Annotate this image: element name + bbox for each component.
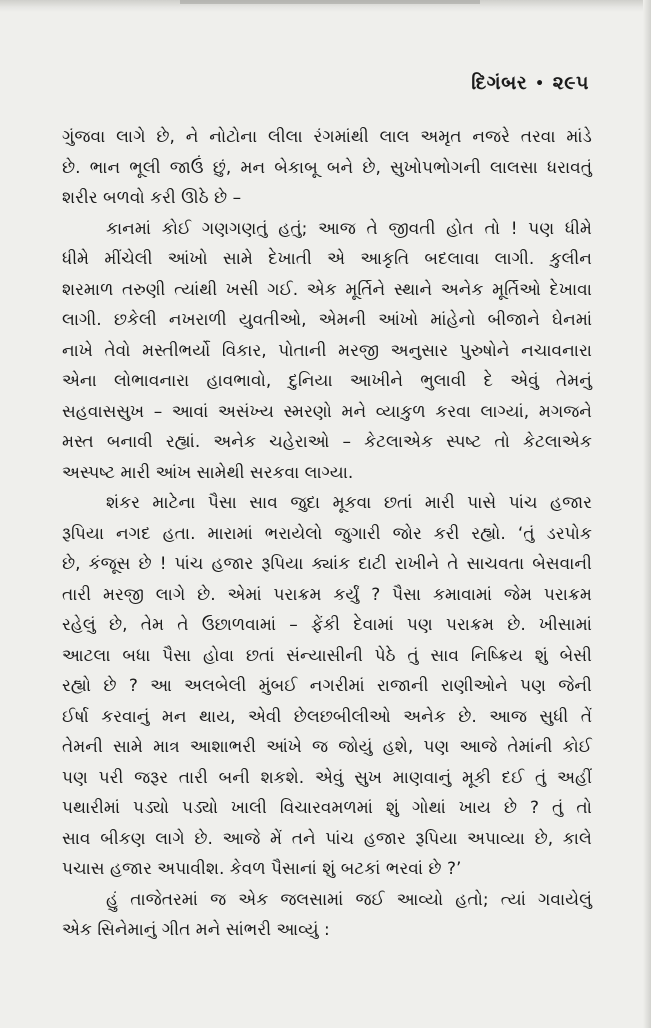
page-right-edge <box>643 0 651 1028</box>
text-line: શંકર માટેના પૈસા સાવ જુદા મૂકવા છતાં મારી પાસે પાંચ હજાર <box>106 493 592 513</box>
paragraph <box>62 122 592 214</box>
text-line: શરમાળ તરુણી ત્યાંથી ખસી ગઈ. એક મૂર્તિને સ્થાને અનેક મૂર્તિઓ દેખાવા <box>62 279 592 300</box>
text-line: ધીમે મીંચેલી આંખો સામે દેખાતી એ આકૃતિ બદલાવા લાગી. કુલીન <box>62 249 592 269</box>
text-line: રૂપિયા નગદ હતા. મારામાં ભરાયેલો જુગારી જોર કરી રહ્યો. ‘તું ડરપોક <box>62 523 592 544</box>
text-line: શરીર બળવો કરી ઊઠે છે – <box>62 188 242 208</box>
page-number: ૨૯૫ <box>552 72 589 94</box>
paragraph <box>62 885 592 946</box>
paragraph <box>62 488 592 885</box>
text-line: આટલા બધા પૈસા હોવા છતાં સંન્યાસીની પેઠે તું સાવ નિષ્ક્રિય શું બેસી <box>62 645 592 666</box>
text-line: પચાસ હજાર અપાવીશ. કેવળ પૈસાનાં શું બટકાં ભરવાં છે ?’ <box>62 859 462 879</box>
running-header <box>471 72 589 94</box>
text-line: લાગી. છકેલી નખરાળી યુવતીઓ, એમની આંખો માંહેનો બીજાને ઘેનમાં <box>62 310 592 330</box>
page-top-shadow <box>0 0 651 12</box>
text-line: રહેલું છે, તેમ તે ઉછાળવામાં – ફેંકી દેવામાં પણ પરાક્રમ છે. ખીસામાં <box>62 615 592 635</box>
text-line: એના લોભાવનારા હાવભાવો, દુનિયા આખીને ભુલાવી દે એવું તેમનું <box>62 371 592 391</box>
text-line: પથારીમાં પડ્યો પડ્યો ખાલી વિચારવમળમાં શું ગોથાં ખાય છે ? તું તો <box>62 798 592 818</box>
paragraph <box>62 214 592 489</box>
text-line: સહવાસસુખ – આવાં અસંખ્ય સ્મરણો મને વ્યાકુળ કરવા લાગ્યાં, મગજને <box>62 401 592 422</box>
text-line: અસ્પષ્ટ મારી આંખ સામેથી સરકવા લાગ્યા. <box>62 462 354 483</box>
text-line: એક સિનેમાનું ગીત મને સાંભરી આવ્યું : <box>62 920 330 940</box>
book-title: દિગંબર <box>471 72 528 94</box>
text-line: મસ્ત બનાવી રહ્યાં. અનેક ચહેરાઓ – કેટલાએક સ્પષ્ટ તો કેટલાએક <box>62 432 592 452</box>
text-line: ઈર્ષા કરવાનું મન થાય, એવી છેલછબીલીઓ અનેક છે. આજ સુધી તેં <box>62 706 592 727</box>
text-line: છે, કંજૂસ છે ! પાંચ હજાર રૂપિયા ક્યાંક દાટી રાખીને તે સાચવતા બેસવાની <box>62 554 592 574</box>
text-line: રહ્યો છે ? આ અલબેલી મુંબઈ નગરીમાં રાજાની રાણીઓને પણ જેની <box>62 676 592 696</box>
text-line: કાનમાં કોઈ ગણગણતું હતું; આજ તે જીવતી હોત તો ! પણ ધીમે <box>106 218 592 239</box>
text-line: સાવ બીકણ લાગે છે. આજે મેં તને પાંચ હજાર રૂપિયા અપાવ્યા છે, કાલે <box>62 828 592 849</box>
text-line: હું તાજેતરમાં જ એક જલસામાં જઈ આવ્યો હતો; ત્યાં ગવાયેલું <box>106 889 592 910</box>
text-line: છે. ભાન ભૂલી જાઉં છું, મન બેકાબૂ બને છે, સુખોપભોગની લાલસા ધરાવતું <box>62 157 592 178</box>
header-separator: • <box>535 75 545 92</box>
text-line: તારી મરજી લાગે છે. એમાં પરાક્રમ કર્યું ? પૈસા કમાવામાં જેમ પરાક્રમ <box>62 584 592 605</box>
text-line: નાખે તેવો મસ્તીભર્યો વિકાર, પોતાની મરજી અનુસાર પુરુષોને નચાવનારા <box>62 340 592 361</box>
body-text <box>62 122 592 946</box>
text-line: પણ પરી જરૂર તારી બની શકશે. એવું સુખ માણવાનું મૂકી દઈ તું અહીં <box>62 767 592 788</box>
text-line: ગુંજવા લાગે છે, ને નોટોના લીલા રંગમાંથી લાલ અમૃત નજરે તરવા માંડે <box>62 127 592 147</box>
text-line: તેમની સામે માત્ર આશાભરી આંખે જ જોયું હશે, પણ આજે તેમાંની કોઈ <box>62 737 592 757</box>
